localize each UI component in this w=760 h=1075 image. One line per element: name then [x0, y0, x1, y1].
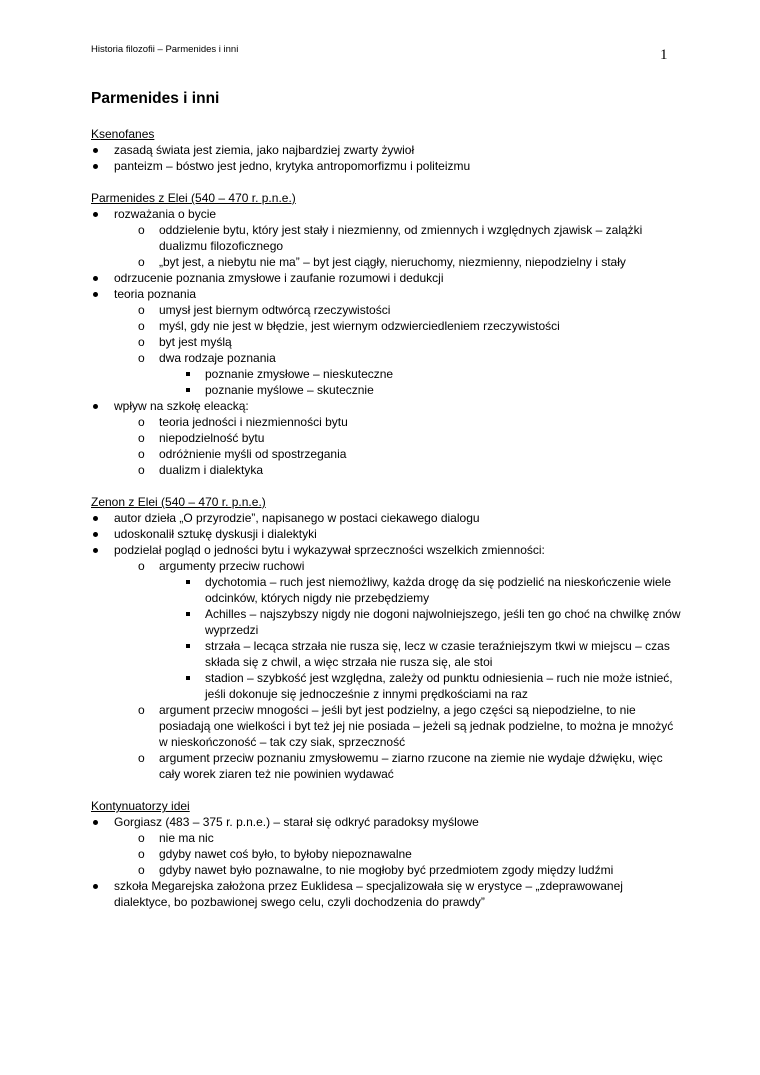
bullet-dot-icon: [93, 516, 98, 521]
list-item: [91, 318, 681, 334]
bullet-square-icon: [186, 644, 190, 648]
list-item-text: zasadą świata jest ziemia, jako najbardziej zwarty żywioł: [114, 143, 415, 157]
list-item: [91, 254, 681, 270]
bullet-list-level-1: [91, 510, 681, 782]
list-item: [91, 142, 681, 158]
bullet-list-level-2: [91, 558, 681, 782]
bullet-list-level-1: [91, 814, 681, 910]
bullet-dot-icon: [93, 548, 98, 553]
list-item: [91, 510, 681, 526]
list-item-text: argumenty przeciw ruchowi: [159, 559, 305, 573]
list-item: [91, 542, 681, 558]
list-item-text: dwa rodzaje poznania: [159, 351, 276, 365]
bullet-list-level-1: [91, 206, 681, 478]
nested-list-container: [91, 366, 681, 398]
bullet-list-level-2: [91, 830, 681, 878]
list-item-text: panteizm – bóstwo jest jedno, krytyka antropomorfizmu i politeizmu: [114, 159, 471, 173]
list-item-text: argument przeciw poznaniu zmysłowemu – ziarno rzucone na ziemie nie wydaje dźwięku, więc cały worek ziaren też nie powinien wydawać: [159, 751, 663, 781]
list-item-text: Achilles – najszybszy nigdy nie dogoni najwolniejszego, jeśli ten go choć na chwilkę znów wyprzedzi: [205, 607, 681, 637]
list-item-text: „byt jest, a niebytu nie ma” – byt jest ciągły, nieruchomy, niezmienny, niepodzielny i stały: [159, 255, 626, 269]
list-item-text: poznanie myślowe – skutecznie: [205, 383, 374, 397]
list-item-text: gdyby nawet coś było, to byłoby niepoznawalne: [159, 847, 412, 861]
section: [91, 126, 681, 174]
bullet-circle-icon: o: [138, 303, 145, 317]
list-item: [91, 286, 681, 302]
running-header: Historia filozofii – Parmenides i inni: [91, 44, 239, 55]
bullet-list-level-3: [91, 574, 681, 702]
list-item: [91, 526, 681, 542]
bullet-circle-icon: o: [138, 751, 145, 765]
list-item-text: autor dzieła „O przyrodzie”, napisanego w postaci ciekawego dialogu: [114, 511, 480, 525]
list-item-text: teoria jedności i niezmienności bytu: [159, 415, 348, 429]
list-item-text: dychotomia – ruch jest niemożliwy, każda drogę da się podzielić na nieskończenie wiele odcinków, których nigdy nie przebędziemy: [205, 575, 672, 605]
bullet-circle-icon: o: [138, 255, 145, 269]
list-item: [91, 334, 681, 350]
list-item: [91, 814, 681, 830]
document-title: Parmenides i inni: [91, 90, 220, 107]
list-item: [91, 702, 681, 750]
list-item: [91, 878, 681, 910]
nested-list-container: [91, 222, 681, 270]
nested-list-container: [91, 830, 681, 878]
bullet-square-icon: [186, 612, 190, 616]
bullet-circle-icon: o: [138, 559, 145, 573]
bullet-dot-icon: [93, 532, 98, 537]
list-item: [91, 302, 681, 318]
bullet-dot-icon: [93, 292, 98, 297]
bullet-dot-icon: [93, 164, 98, 169]
list-item: [91, 446, 681, 462]
section: [91, 798, 681, 910]
bullet-circle-icon: o: [138, 847, 145, 861]
bullet-list-level-3: [91, 366, 681, 398]
list-item-text: strzała – lecąca strzała nie rusza się, lecz w czasie teraźniejszym tkwi w miejscu – czas składa się z chwil, a więc strzała nie rusza się, ale stoi: [205, 639, 670, 669]
list-item: [91, 462, 681, 478]
list-item: [91, 574, 681, 606]
section: [91, 494, 681, 782]
bullet-dot-icon: [93, 404, 98, 409]
list-item: [91, 670, 681, 702]
list-item: [91, 558, 681, 574]
bullet-circle-icon: o: [138, 831, 145, 845]
list-item: [91, 382, 681, 398]
list-item-text: umysł jest biernym odtwórcą rzeczywistości: [159, 303, 391, 317]
list-item: [91, 270, 681, 286]
bullet-circle-icon: o: [138, 351, 145, 365]
list-item: [91, 158, 681, 174]
list-item-text: rozważania o bycie: [114, 207, 217, 221]
list-item: [91, 350, 681, 366]
section-heading: Ksenofanes: [91, 127, 155, 141]
list-item-text: myśl, gdy nie jest w błędzie, jest wiernym odzwierciedleniem rzeczywistości: [159, 319, 560, 333]
page-number: 1: [660, 47, 668, 63]
nested-list-container: [91, 558, 681, 782]
nested-list-container: [91, 302, 681, 398]
section-heading: Kontynuatorzy idei: [91, 799, 190, 813]
list-item: [91, 846, 681, 862]
list-item-text: odrzucenie poznania zmysłowe i zaufanie rozumowi i dedukcji: [114, 271, 444, 285]
section-heading: Parmenides z Elei (540 – 470 r. p.n.e.): [91, 191, 296, 205]
bullet-circle-icon: o: [138, 223, 145, 237]
bullet-circle-icon: o: [138, 863, 145, 877]
list-item-text: oddzielenie bytu, który jest stały i niezmienny, od zmiennych i względnych zjawisk – zalążki dualizmu filozoficznego: [159, 223, 643, 253]
bullet-dot-icon: [93, 884, 98, 889]
bullet-list-level-2: [91, 302, 681, 398]
list-item: [91, 366, 681, 382]
list-item-text: udoskonalił sztukę dyskusji i dialektyki: [114, 527, 317, 541]
list-item: [91, 750, 681, 782]
bullet-circle-icon: o: [138, 703, 145, 717]
list-item-text: teoria poznania: [114, 287, 197, 301]
list-item-text: nie ma nic: [159, 831, 214, 845]
list-item-text: gdyby nawet było poznawalne, to nie mogłoby być przedmiotem zgody między ludźmi: [159, 863, 614, 877]
bullet-circle-icon: o: [138, 463, 145, 477]
bullet-list-level-1: [91, 142, 681, 174]
list-item: [91, 638, 681, 670]
bullet-square-icon: [186, 372, 190, 376]
list-item: [91, 606, 681, 638]
bullet-circle-icon: o: [138, 415, 145, 429]
bullet-list-level-2: [91, 222, 681, 270]
list-item-text: niepodzielność bytu: [159, 431, 265, 445]
list-item-text: byt jest myślą: [159, 335, 232, 349]
list-item: [91, 862, 681, 878]
list-item-text: wpływ na szkołę eleacką:: [114, 399, 249, 413]
bullet-square-icon: [186, 676, 190, 680]
list-item-text: odróżnienie myśli od spostrzegania: [159, 447, 347, 461]
bullet-dot-icon: [93, 276, 98, 281]
bullet-square-icon: [186, 580, 190, 584]
bullet-circle-icon: o: [138, 319, 145, 333]
section: [91, 190, 681, 478]
list-item: [91, 222, 681, 254]
bullet-dot-icon: [93, 212, 98, 217]
list-item-text: podzielał pogląd o jedności bytu i wykazywał sprzeczności wszelkich zmienności:: [114, 543, 545, 557]
bullet-circle-icon: o: [138, 431, 145, 445]
list-item-text: dualizm i dialektyka: [159, 463, 264, 477]
bullet-circle-icon: o: [138, 335, 145, 349]
bullet-dot-icon: [93, 820, 98, 825]
bullet-list-level-2: [91, 414, 681, 478]
list-item-text: poznanie zmysłowe – nieskuteczne: [205, 367, 394, 381]
list-item: [91, 414, 681, 430]
list-item-text: argument przeciw mnogości – jeśli byt jest podzielny, a jego części są niepodzielne, to nie posiadają one wielkości i byt też jej nie posiada – jeżeli są jednak podzielne, to można je mnożyć w nieskończoność – tak czy siak, sprzeczność: [159, 703, 674, 749]
list-item-text: szkoła Megarejska założona przez Euklidesa – specjalizowała się w erystyce – „zdeprawowanej dialektyce, bo pozbawionej swego celu, czyli dochodzenia do prawdy”: [114, 879, 623, 909]
list-item: [91, 430, 681, 446]
bullet-square-icon: [186, 388, 190, 392]
list-item: [91, 398, 681, 414]
list-item: [91, 830, 681, 846]
list-item-text: stadion – szybkość jest względna, zależy od punktu odniesienia – ruch nie może istnieć, jeśli dokonuje się jednocześnie z innymi prędkościami na raz: [205, 671, 673, 701]
bullet-circle-icon: o: [138, 447, 145, 461]
list-item-text: Gorgiasz (483 – 375 r. p.n.e.) – starał się odkryć paradoksy myślowe: [114, 815, 479, 829]
document-body: [91, 126, 681, 926]
section-heading: Zenon z Elei (540 – 470 r. p.n.e.): [91, 495, 266, 509]
list-item: [91, 206, 681, 222]
nested-list-container: [91, 414, 681, 478]
nested-list-container: [91, 574, 681, 702]
bullet-dot-icon: [93, 148, 98, 153]
